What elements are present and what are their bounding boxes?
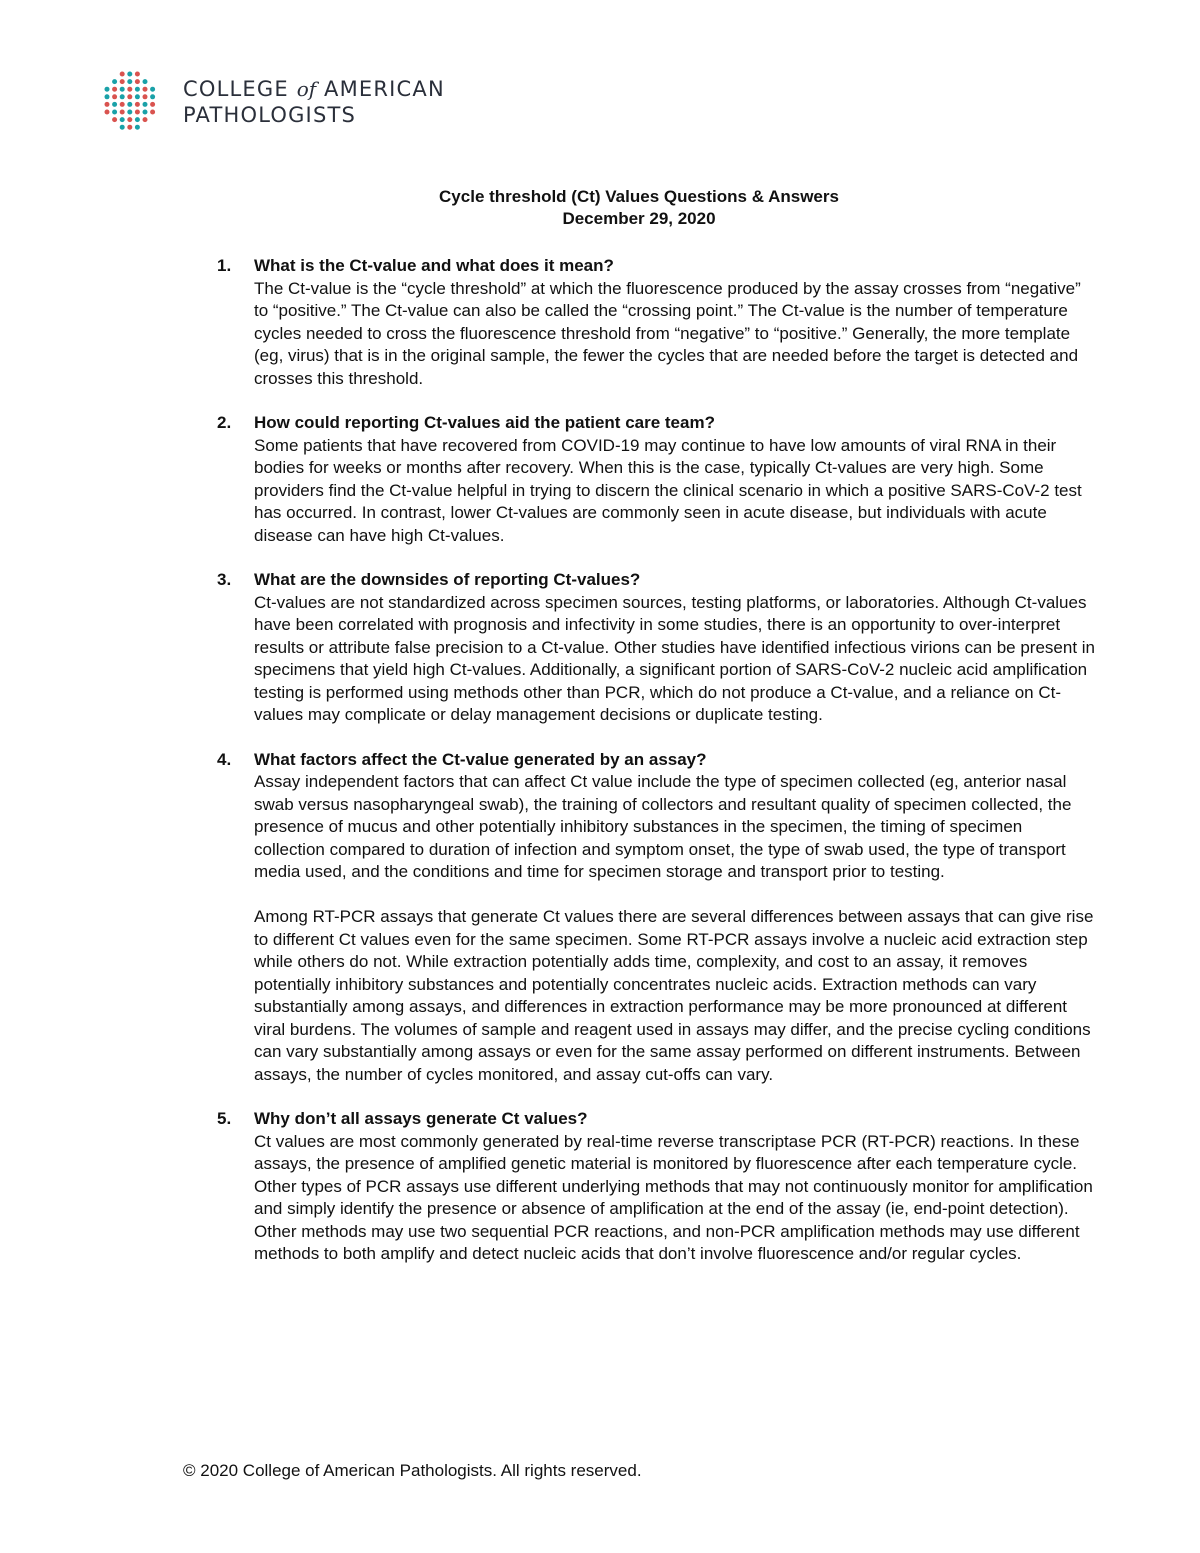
logo-dot <box>120 94 125 99</box>
logo-dot <box>143 117 148 122</box>
logo-dot <box>112 110 117 115</box>
logo-dot <box>143 79 148 84</box>
answer-paragraph: Among RT-PCR assays that generate Ct values there are several differences between assays that can give rise to different Ct values even for the same specimen. Some RT-PCR assays involve a nucleic acid extraction step while others do not. While extraction potentially adds time, complexity, and cost to an assay, it removes potentially inhibitory substances and potentially concentrates nucleic acids. Extraction methods can vary substantially among assays, and differences in extraction performance may be more pronounced at different viral burdens. The volumes of sample and reagent used in assays may differ, and the precise cycling conditions can vary substantially among assays or even for the same assay performed on different instruments. Between assays, the number of cycles monitored, and assay cut-offs can vary. <box>254 907 1094 1084</box>
question-number: 4. <box>217 749 232 769</box>
question-title: What are the downsides of reporting Ct-values? <box>254 570 641 589</box>
logo-dot <box>127 72 132 77</box>
dot-grid-logo-icon <box>103 70 169 132</box>
logo-dot <box>112 79 117 84</box>
question-item <box>217 749 1097 1087</box>
logo-dot <box>143 102 148 107</box>
logo-dot <box>127 87 132 92</box>
document-title: Cycle threshold (Ct) Values Questions & Answers <box>439 187 839 206</box>
question-title: Why don’t all assays generate Ct values? <box>254 1109 588 1128</box>
document-date: December 29, 2020 <box>562 209 716 228</box>
logo-dot <box>112 87 117 92</box>
logo-dot <box>127 94 132 99</box>
logo-dot <box>105 87 110 92</box>
logo-dot <box>150 87 155 92</box>
logo-dot <box>120 87 125 92</box>
logo-dot <box>105 110 110 115</box>
cap-logo <box>103 70 483 132</box>
logo-dot <box>120 117 125 122</box>
logo-dot <box>112 117 117 122</box>
logo-dot <box>135 117 140 122</box>
logo-dot <box>120 110 125 115</box>
logo-dot <box>135 94 140 99</box>
question-item <box>217 412 1097 547</box>
answer-paragraph: Ct-values are not standardized across specimen sources, testing platforms, or laboratories. Although Ct-values have been correlated with prognosis and infectivity in some studies, there is an opportunity to over-interpret results or attribute false precision to a Ct-value. Other studies have identified infectious virions can be present in specimens that yield high Ct-values. Additionally, a significant portion of SARS-CoV-2 nucleic acid amplification testing is performed using methods other than PCR, which do not produce a Ct-value, and a reliance on Ct-values may complicate or delay management decisions or duplicate testing. <box>254 592 1095 724</box>
question-number: 1. <box>217 256 232 275</box>
logo-dot <box>112 94 117 99</box>
logo-dot <box>150 94 155 99</box>
question-item <box>217 569 1097 727</box>
document-header <box>0 186 1200 230</box>
logo-dot <box>127 125 132 130</box>
logo-dot <box>135 110 140 115</box>
copyright-footer: © 2020 College of American Pathologists. All rights reserved. <box>183 1461 642 1480</box>
logo-dot <box>143 110 148 115</box>
answer-paragraph: Assay independent factors that can affect Ct value include the type of specimen collected (eg, anterior nasal swab versus nasopharyngeal swab), the training of collectors and resultant quality of specimen collected, the presence of mucus and other potentially inhibitory substances in the specimen, the timing of specimen collection compared to duration of infection and symptom onset, the type of swab used, the type of transport media used, and the conditions and time for specimen storage and transport prior to testing. <box>254 772 1072 881</box>
question-title: What is the Ct-value and what does it mean? <box>254 256 614 275</box>
organization-name-line1: COLLEGE of AMERICAN <box>183 77 445 101</box>
question-number: 2. <box>217 413 232 432</box>
logo-dot <box>135 72 140 77</box>
question-title: How could reporting Ct-values aid the patient care team? <box>254 413 715 432</box>
logo-dot <box>105 94 110 99</box>
logo-dot <box>135 102 140 107</box>
logo-dot <box>150 110 155 115</box>
logo-dot <box>120 79 125 84</box>
logo-dot <box>127 79 132 84</box>
logo-dot <box>120 102 125 107</box>
logo-dot <box>150 102 155 107</box>
logo-dot <box>120 72 125 77</box>
answer-paragraph: The Ct-value is the “cycle threshold” at which the fluorescence produced by the assay crosses from “negative” to “positive.” The Ct-value can also be called the “crossing point.” The Ct-value is the number of temperature cycles needed to cross the fluorescence threshold from “negative” to “positive.” Generally, the more template (eg, virus) that is in the original sample, the fewer the cycles that are needed before the target is detected and crosses this threshold. <box>254 278 1081 388</box>
question-number: 3. <box>217 570 232 589</box>
logo-dot <box>135 125 140 130</box>
logo-dot <box>143 87 148 92</box>
logo-dot <box>120 125 125 130</box>
answer-paragraph: Ct values are most commonly generated by real-time reverse transcriptase PCR (RT-PCR) reactions. In these assays, the presence of amplified genetic material is monitored by fluorescence after each temperature cycle. Other types of PCR assays use different underlying methods that may not continuously monitor for amplification and simply identify the presence or absence of amplification at the end of the assay (ie, end-point detection). Other methods may use two sequential PCR reactions, and non-PCR amplification methods may use different methods to both amplify and detect nucleic acids that don’t involve fluorescence and/or regular cycles. <box>254 1131 1093 1263</box>
question-title: What factors affect the Ct-value generated by an assay? <box>254 749 707 769</box>
logo-dot <box>127 117 132 122</box>
logo-dot <box>127 102 132 107</box>
question-list <box>217 255 1097 1288</box>
logo-dot <box>135 79 140 84</box>
logo-dot <box>105 102 110 107</box>
question-item <box>217 255 1097 390</box>
logo-dot <box>135 87 140 92</box>
logo-dot <box>143 94 148 99</box>
organization-name-line2: PATHOLOGISTS <box>183 103 357 127</box>
logo-dot <box>112 102 117 107</box>
answer-paragraph: Some patients that have recovered from COVID-19 may continue to have low amounts of viral RNA in their bodies for weeks or months after recovery. When this is the case, typically Ct-values are very high. Some providers find the Ct-value helpful in trying to discern the clinical scenario in which a positive SARS-CoV-2 test has occurred. In contrast, lower Ct-values are commonly seen in acute disease, but individuals with acute disease can have high Ct-values. <box>254 435 1082 545</box>
question-number: 5. <box>217 1109 232 1128</box>
organization-name <box>183 76 445 128</box>
question-item <box>217 1108 1097 1266</box>
logo-dot <box>127 110 132 115</box>
